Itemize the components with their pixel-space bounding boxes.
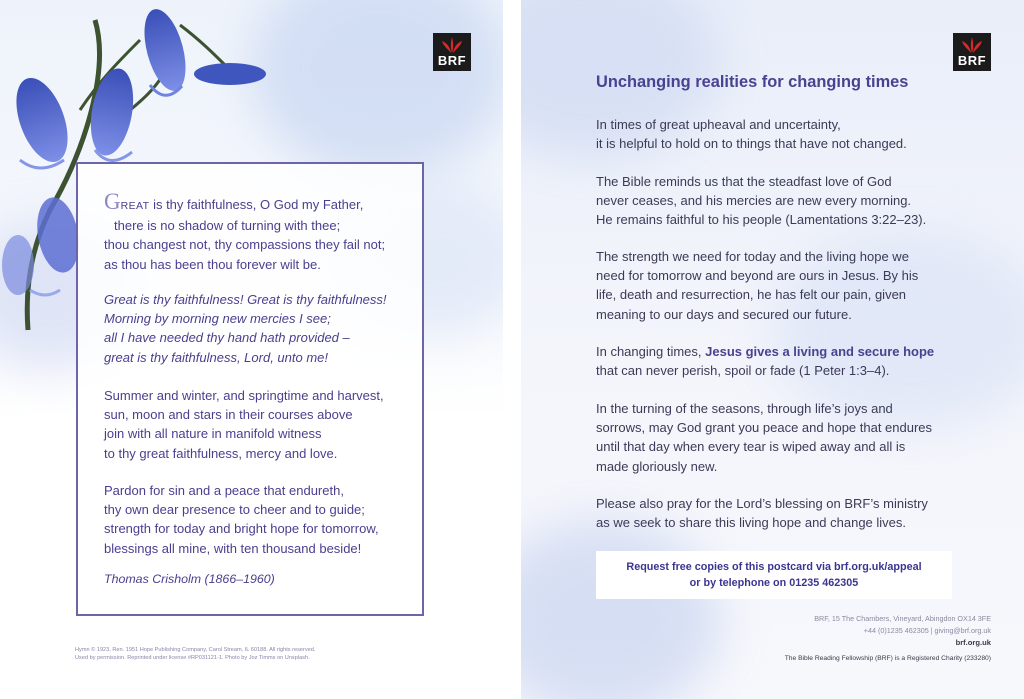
address-line: BRF, 15 The Chambers, Vineyard, Abingdon OX14 3FE (814, 614, 991, 623)
message-line: never ceases, and his mercies are new every morning. (596, 193, 912, 209)
hymn-line: all I have needed thy hand hath provided – (104, 330, 350, 346)
message-line: it is helpful to hold on to things that have not changed. (596, 136, 907, 152)
message-line: Please also pray for the Lord’s blessing on BRF’s ministry (596, 496, 928, 511)
brf-logo (433, 33, 471, 71)
hymn-line: strength for today and bright hope for tomorrow, (104, 521, 379, 537)
message-line: need for tomorrow and beyond are ours in Jesus. By his (596, 268, 919, 284)
appeal-link[interactable]: brf.org.uk/appeal (834, 561, 922, 573)
dropcap-letter: G (104, 189, 121, 214)
message-line: The strength we need for today and the living hope we (596, 249, 909, 264)
hymn-verse-3 (104, 481, 419, 558)
hymn-line: to thy great faithfulness, mercy and love. (104, 445, 338, 461)
message-paragraph-1 (596, 115, 976, 153)
hymn-line: there is no shadow of turning with thee; (114, 218, 341, 234)
hymn-line: Pardon for sin and a peace that endureth, (104, 483, 344, 498)
first-word-rest: REAT (120, 200, 150, 212)
message-paragraph-5 (596, 399, 976, 476)
message-line: He remains faithful to his people (Lamentations 3:22–23). (596, 212, 927, 228)
message-line (596, 342, 976, 361)
message-line: The Bible reminds us that the steadfast love of God (596, 174, 892, 189)
message-postcard (521, 0, 1024, 699)
request-line-2 (596, 576, 952, 592)
hymn-line: sun, moon and stars in their courses above (104, 407, 353, 423)
phone-email-line: +44 (0)1235 462305 | giving@brf.org.uk (863, 625, 991, 635)
brf-leaf-icon (962, 37, 982, 53)
message-title: Unchanging realities for changing times (596, 73, 909, 91)
message-line: sorrows, may God grant you peace and hope that endures (596, 420, 933, 436)
hymn-line: Morning by morning new mercies I see; (104, 311, 331, 327)
credit-line: Hymn © 1923, Ren. 1951 Hope Publishing Company, Carol Stream, IL 60188. All rights reserved. (75, 647, 316, 653)
hymn-credits (75, 646, 455, 662)
hymn-postcard (0, 0, 503, 699)
contact-address (814, 613, 991, 648)
hymn-line (104, 189, 419, 216)
hymn-chorus (104, 290, 419, 367)
brf-logo-text: BRF (437, 53, 467, 68)
hymn-text-box (76, 162, 424, 616)
brf-leaf-icon (442, 37, 462, 53)
hymn-line: Summer and winter, and springtime and harvest, (104, 388, 384, 403)
highlight-hope: Jesus gives a living and secure hope (705, 344, 935, 359)
message-line: as we seek to share this living hope and change lives. (596, 515, 907, 531)
hymn-verse-1 (104, 189, 419, 274)
charity-notice: The Bible Reading Fellowship (BRF) is a Registered Charity (233280) (784, 655, 991, 662)
message-line: until that day when every tear is wiped away and all is (596, 439, 906, 455)
hymn-line: blessings all mine, with ten thousand beside! (104, 540, 362, 556)
message-line: In times of great upheaval and uncertainty, (596, 117, 841, 132)
request-line-1 (596, 560, 952, 576)
brf-logo (953, 33, 991, 71)
message-line: that can never perish, spoil or fade (1 Peter 1:3–4). (596, 363, 890, 379)
message-paragraph-3 (596, 247, 976, 324)
message-line: life, death and resurrection, he has felt our pain, given (596, 287, 907, 303)
request-prefix: Request free copies of this postcard via (626, 561, 834, 573)
hymn-line-text: is thy faithfulness, O God my Father, (149, 197, 364, 212)
hymn-line: as thou has been thou forever wilt be. (104, 256, 321, 272)
hymn-line: thou changest not, thy compassions they fail not; (104, 237, 386, 253)
request-telephone: or by telephone on 01235 462305 (689, 576, 859, 589)
website-link[interactable]: brf.org.uk (955, 637, 991, 647)
credit-line: Used by permission. Reprinted under license #RP031121-1. Photo by Joz Timms on Unsplash. (75, 655, 310, 661)
hymn-line: great is thy faithfulness, Lord, unto me! (104, 349, 329, 365)
message-line: In the turning of the seasons, through life’s joys and (596, 401, 893, 416)
message-line: made gloriously new. (596, 458, 718, 474)
message-line: meaning to our days and secured our future. (596, 306, 852, 322)
hymn-author: Thomas Crisholm (1866–1960) (104, 572, 275, 586)
hymn-line: join with all nature in manifold witness (104, 426, 322, 442)
hymn-line: thy own dear presence to cheer and to guide; (104, 502, 365, 518)
line-prefix: In changing times, (596, 344, 706, 359)
message-paragraph-4 (596, 342, 976, 380)
hymn-line: Great is thy faithfulness! Great is thy faithfulness! (104, 292, 387, 307)
request-copies-box (596, 551, 952, 599)
background-blur (521, 520, 721, 699)
hymn-verse-2 (104, 386, 419, 463)
message-paragraph-6 (596, 494, 976, 532)
brf-logo-text: BRF (957, 53, 987, 68)
message-paragraph-2 (596, 172, 976, 230)
